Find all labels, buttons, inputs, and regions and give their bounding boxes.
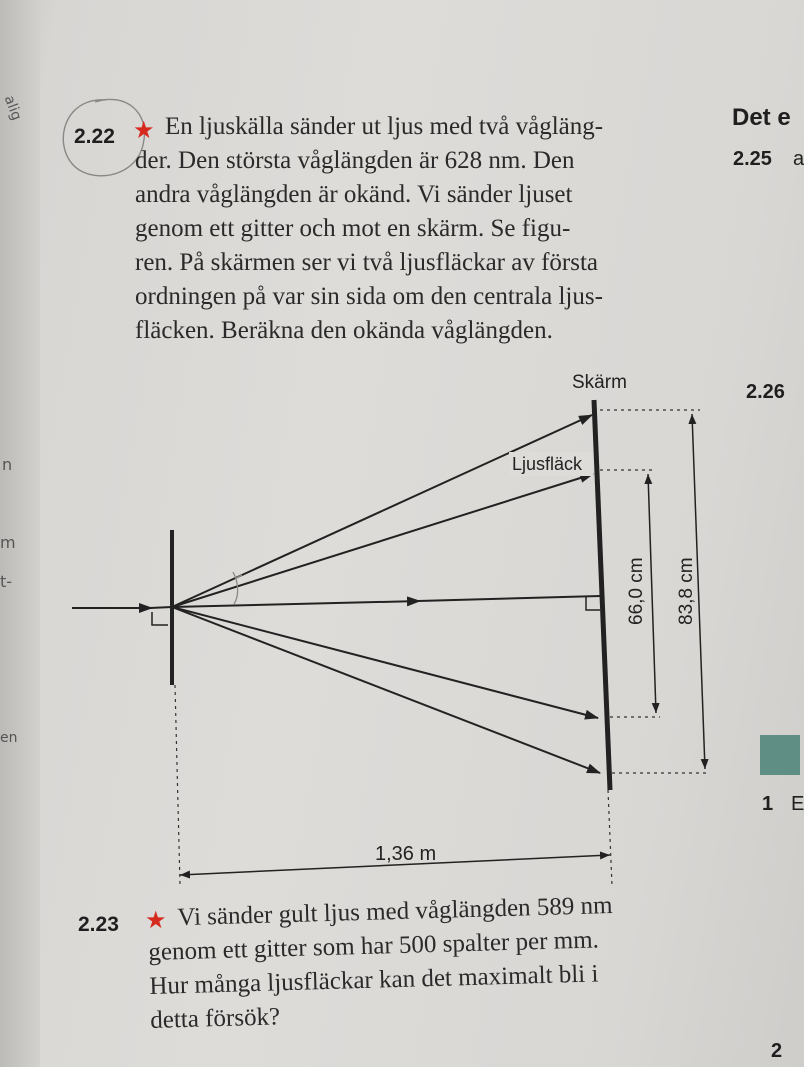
- star-icon: ★: [145, 906, 167, 934]
- right-item-1: 1: [762, 793, 774, 815]
- distance-inner-label: 66,0 cm: [626, 557, 647, 625]
- right-problem-226: 2.26: [746, 381, 785, 403]
- text-line: andra våglängden är okänd. Vi sänder ljuset: [135, 181, 573, 208]
- ray-lower-inner: [172, 607, 598, 718]
- distance-screen-label: 1,36 m: [375, 843, 437, 865]
- problem-number-222: 2.22: [74, 125, 115, 148]
- ray-central: [172, 601, 420, 607]
- edge-text-1: alig: [0, 93, 25, 123]
- text-line: detta försök?: [149, 1003, 281, 1034]
- text-line: der. Den största våglängden är 628 nm. Den: [135, 147, 575, 174]
- teal-box: [760, 735, 800, 775]
- right-item-1-tail: E: [791, 793, 804, 815]
- edge-text-3: m: [0, 533, 16, 552]
- right-footer: 2: [771, 1040, 783, 1062]
- spot-label: Ljusfläck: [512, 454, 583, 474]
- text-line: Hur många ljusfläckar kan det maximalt bli i: [148, 960, 599, 1000]
- ray-lower-outer: [172, 607, 600, 773]
- right-problem-225-tail: a: [793, 148, 804, 170]
- text-line: ren. På skärmen ser vi två ljusfläckar av första: [135, 249, 599, 276]
- text-line: ordningen på var sin sida om den centrala ljus-: [135, 283, 603, 310]
- ray-upper-inner: [172, 474, 593, 607]
- edge-text-5: en: [0, 730, 18, 746]
- edge-text-4: t-: [0, 572, 13, 591]
- ray-upper-outer: [172, 415, 592, 607]
- right-problem-225: 2.25: [733, 148, 772, 170]
- text-line: genom ett gitter som har 500 spalter per mm.: [148, 926, 600, 966]
- edge-text-2: n: [2, 455, 13, 474]
- star-icon: ★: [133, 116, 155, 144]
- dimension-inner: [648, 474, 656, 713]
- text-line: genom ett gitter och mot en skärm. Se figu-: [135, 215, 571, 242]
- problem-223-text: [147, 889, 616, 1038]
- distance-outer-label: 83,8 cm: [676, 557, 697, 625]
- text-line: fläcken. Beräkna den okända våglängden.: [135, 317, 553, 344]
- screen-label: Skärm: [572, 372, 627, 393]
- text-line: En ljuskälla sänder ut ljus med två vågläng-: [165, 113, 604, 140]
- screen: [594, 400, 610, 790]
- right-heading: Det e: [732, 104, 791, 131]
- problem-number-223: 2.23: [78, 913, 119, 936]
- text-line: Vi sänder gult ljus med våglängden 589 nm: [177, 892, 613, 932]
